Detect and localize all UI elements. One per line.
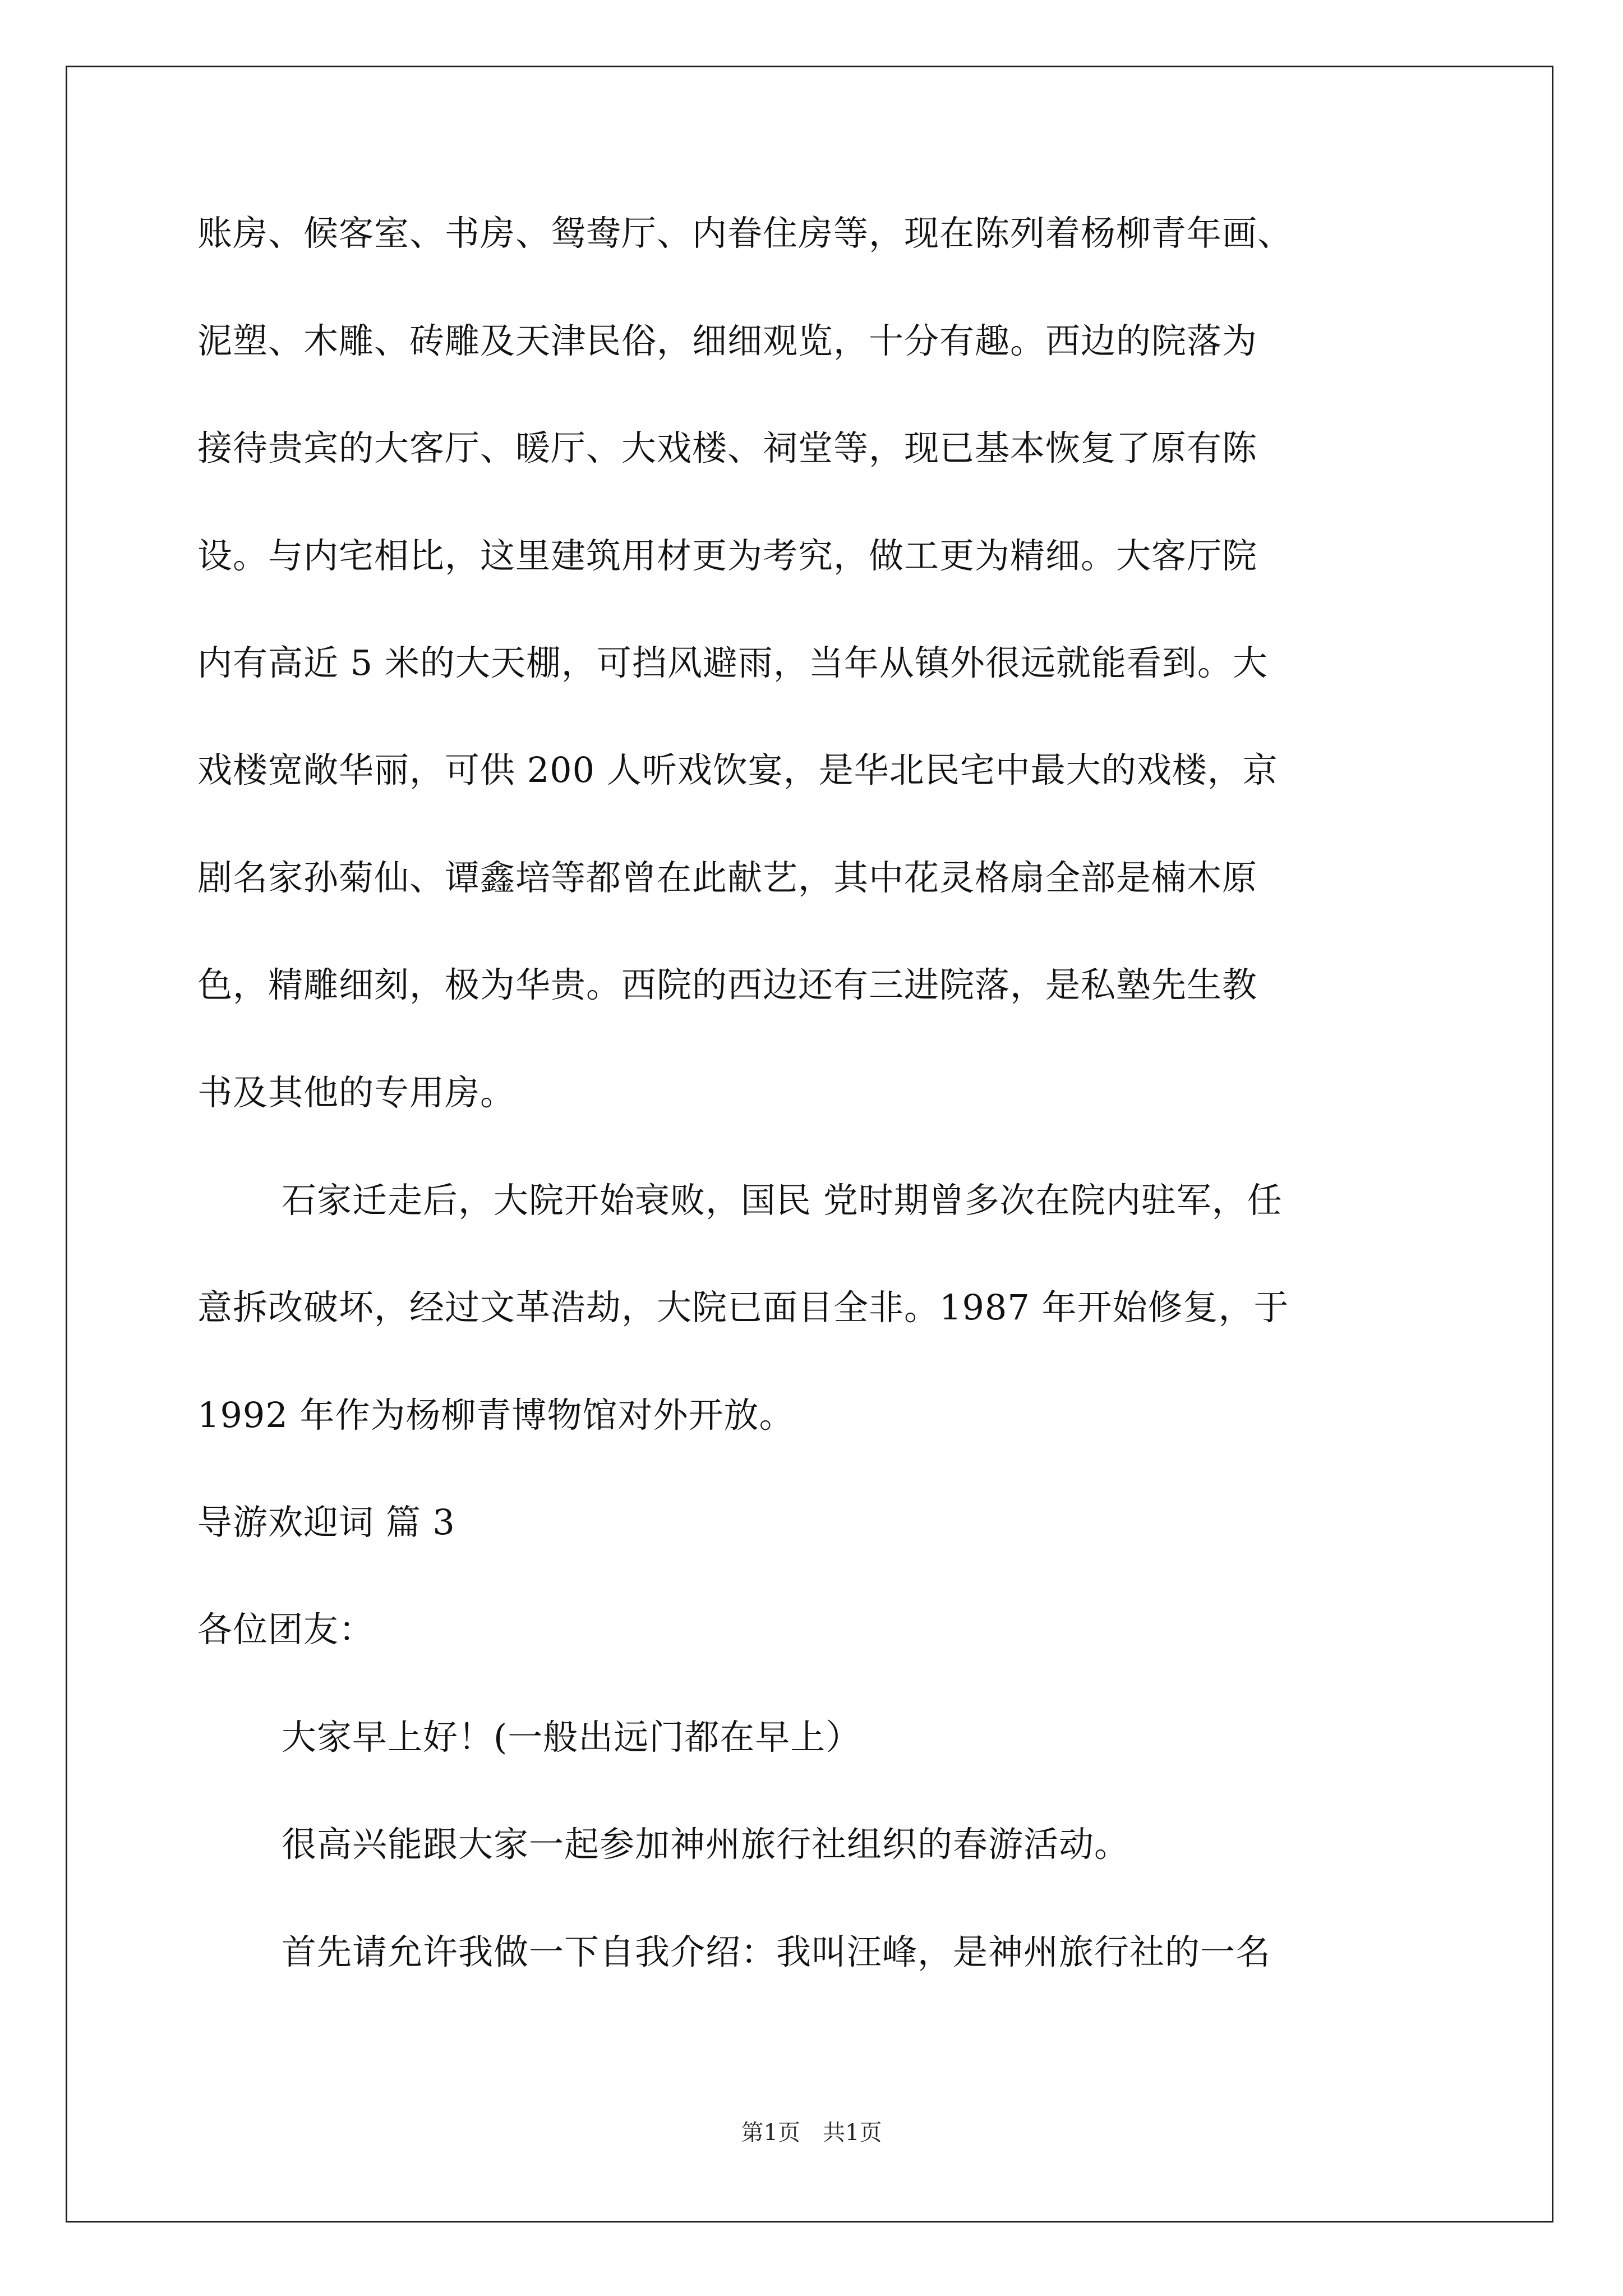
body-line: 设。与内宅相比，这里建筑用材更为考究，做工更为精细。大客厅院	[197, 535, 1258, 576]
paragraph-first-line: 大家早上好！(一般出远门都在早上）	[282, 1717, 861, 1757]
body-line: 账房、候客室、书房、鸳鸯厅、内眷住房等，现在陈列着杨柳青年画、	[197, 213, 1293, 254]
body-line: 色，精雕细刻，极为华贵。西院的西边还有三进院落，是私塾先生教	[197, 964, 1258, 1005]
body-line: 戏楼宽敞华丽，可供 200 人听戏饮宴，是华北民宅中最大的戏楼，京	[197, 749, 1278, 790]
body-line: 剧名家孙菊仙、谭鑫培等都曾在此献艺，其中花灵格扇全部是楠木原	[197, 857, 1258, 898]
body-line: 泥塑、木雕、砖雕及天津民俗，细细观览，十分有趣。西边的院落为	[197, 320, 1258, 361]
body-line: 内有高近 5 米的大天棚，可挡风避雨，当年从镇外很远就能看到。大	[197, 642, 1268, 683]
body-line: 1992 年作为杨柳青博物馆对外开放。	[197, 1395, 795, 1435]
salutation: 各位团友：	[197, 1609, 375, 1650]
paragraph-first-line: 很高兴能跟大家一起参加神州旅行社组织的春游活动。	[282, 1824, 1130, 1865]
page-footer: 第1页 共1页	[741, 2120, 882, 2146]
section-heading: 导游欢迎词 篇 3	[197, 1502, 455, 1543]
paragraph-first-line: 石家迁走后，大院开始衰败，国民 党时期曾多次在院内驻军，任	[282, 1180, 1283, 1221]
page-border	[66, 66, 1553, 2223]
body-line: 意拆改破坏，经过文革浩劫，大院已面目全非。1987 年开始修复，于	[197, 1287, 1289, 1328]
body-line: 接待贵宾的大客厅、暖厅、大戏楼、祠堂等，现已基本恢复了原有陈	[197, 427, 1258, 468]
paragraph-first-line: 首先请允许我做一下自我介绍：我叫汪峰，是神州旅行社的一名	[282, 1931, 1271, 1972]
body-line: 书及其他的专用房。	[197, 1072, 516, 1113]
